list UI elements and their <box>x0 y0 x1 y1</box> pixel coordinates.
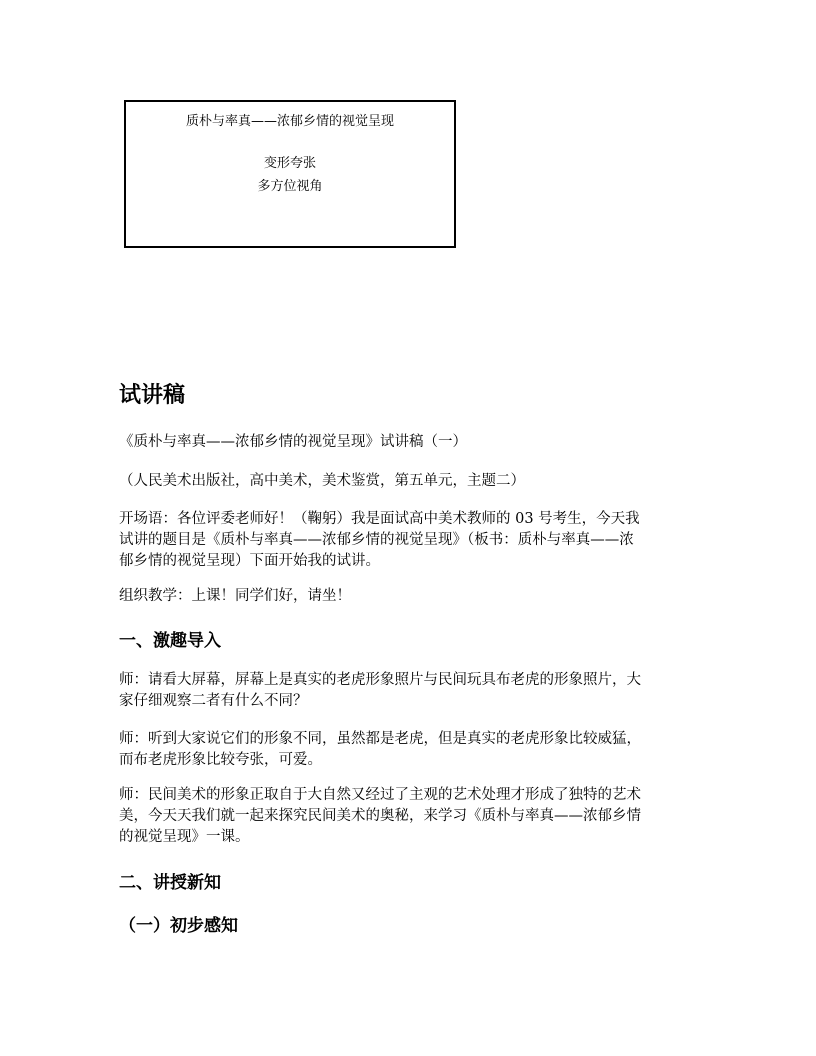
teacher-3-line-2: 美，今天天我们就一起来探究民间美术的奥秘，来学习《质朴与率真——浓郁乡情 <box>119 808 641 824</box>
page-title: 试讲稿 <box>119 382 186 408</box>
opening-line-3: 郁乡情的视觉呈现）下面开始我的试讲。 <box>119 553 380 569</box>
teacher-3-line-1: 师：民间美术的形象正取自于大自然又经过了主观的艺术处理才形成了独特的艺术 <box>119 787 641 803</box>
lesson-source: （人民美术出版社，高中美术，美术鉴赏，第五单元，主题二） <box>119 473 525 489</box>
teacher-paragraph-2 <box>119 729 641 771</box>
teacher-paragraph-3 <box>119 785 641 848</box>
teacher-paragraph-1 <box>119 670 641 712</box>
lesson-subtitle: 《质朴与率真——浓郁乡情的视觉呈现》试讲稿（一） <box>119 434 467 450</box>
section-heading-2: 二、讲授新知 <box>119 873 221 893</box>
teacher-3-line-3: 的视觉呈现》一课。 <box>119 829 250 845</box>
teacher-2-line-1: 师：听到大家说它们的形象不同，虽然都是老虎，但是真实的老虎形象比较威猛， <box>119 731 641 747</box>
teacher-2-line-2: 而布老虎形象比较夸张，可爱。 <box>119 752 322 768</box>
board-point-2: 多方位视角 <box>257 179 323 194</box>
opening-paragraph <box>119 509 640 572</box>
board-point-1: 变形夸张 <box>263 156 316 171</box>
opening-line-1: 开场语：各位评委老师好！（鞠躬）我是面试高中美术教师的 03 号考生，今天我 <box>119 511 640 527</box>
organize-paragraph: 组织教学：上课！同学们好，请坐！ <box>119 588 351 604</box>
section-heading-1: 一、激趣导入 <box>119 631 221 651</box>
board-title: 质朴与率真——浓郁乡情的视觉呈现 <box>185 114 394 129</box>
blackboard-box <box>124 100 456 248</box>
teacher-1-line-1: 师：请看大屏幕，屏幕上是真实的老虎形象照片与民间玩具布老虎的形象照片，大 <box>119 672 641 688</box>
teacher-1-line-2: 家仔细观察二者有什么不同？ <box>119 693 308 709</box>
opening-line-2: 试讲的题目是《质朴与率真——浓郁乡情的视觉呈现》（板书：质朴与率真——浓 <box>119 532 634 548</box>
subsection-heading-1: （一）初步感知 <box>119 916 238 936</box>
